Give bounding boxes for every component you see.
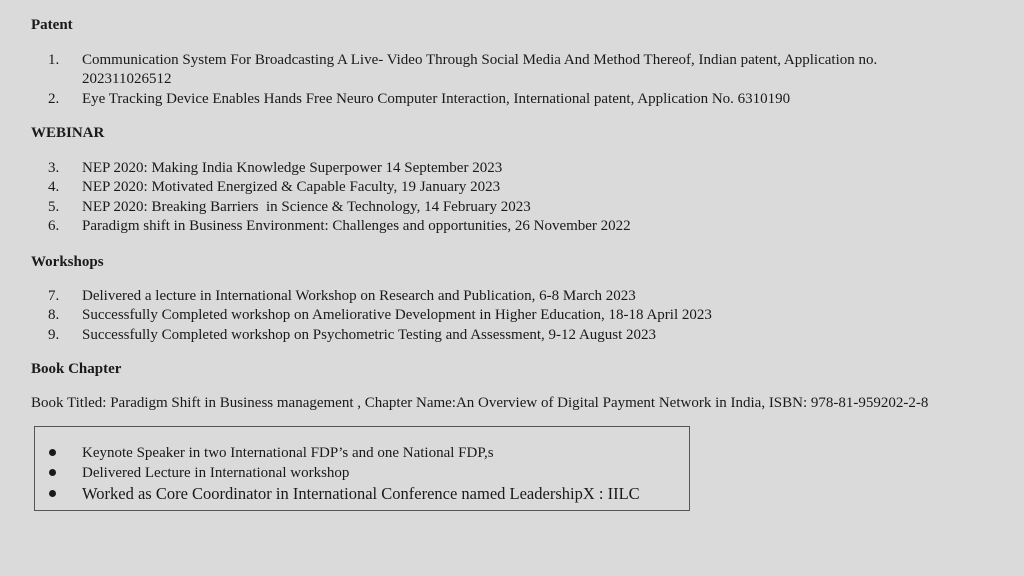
item-number: 1.: [48, 52, 60, 68]
item-number: 4.: [48, 179, 60, 196]
item-text: Successfully Completed workshop on Ameliorative Development in Higher Education, 18-18 April 2023: [82, 307, 712, 324]
list-item: [0, 306, 922, 325]
item-text: NEP 2020: Making India Knowledge Superpower 14 September 2023: [82, 160, 503, 176]
item-text: Paradigm shift in Business Environment: Challenges and opportunities, 26 November 2022: [82, 217, 631, 234]
item-text: Delivered Lecture in International workshop: [82, 465, 350, 481]
bullet-icon: [49, 469, 56, 476]
list-item: [0, 287, 922, 306]
highlights-box: [34, 426, 690, 511]
workshops-list: [0, 287, 922, 345]
list-item: [0, 326, 922, 345]
item-text: NEP 2020: Breaking Barriers in Science & Technology, 14 February 2023: [82, 198, 531, 215]
item-text: Successfully Completed workshop on Psychometric Testing and Assessment, 9-12 August 2023: [82, 326, 657, 343]
item-number: 6.: [48, 217, 60, 234]
list-item: [0, 198, 922, 217]
item-number: 7.: [48, 288, 60, 304]
patent-list: [0, 51, 922, 109]
book-chapter-text: Book Titled: Paradigm Shift in Business management , Chapter Name:An Overview of Digital Payment Network in India, ISBN: 978-81-959202-2-8: [31, 395, 929, 411]
list-item: [35, 463, 640, 483]
item-number: 8.: [48, 307, 60, 324]
item-text: Delivered a lecture in International Workshop on Research and Publication, 6-8 March 2023: [82, 288, 636, 304]
item-text: Keynote Speaker in two International FDP’s and one National FDP,s: [82, 445, 494, 461]
workshops-heading: Workshops: [31, 254, 104, 270]
webinar-list: [0, 159, 922, 236]
item-number: 5.: [48, 198, 60, 215]
list-item: [0, 159, 922, 178]
item-number: 2.: [48, 90, 60, 107]
item-number: 9.: [48, 326, 60, 343]
patent-heading: Patent: [31, 17, 73, 33]
book-chapter-heading: Book Chapter: [31, 361, 122, 377]
item-text: Eye Tracking Device Enables Hands Free Neuro Computer Interaction, International patent, Application No. 6310190: [82, 90, 791, 107]
item-text: Communication System For Broadcasting A Live- Video Through Social Media And Method Thereof, Indian patent, Application no. 202311026512: [82, 52, 878, 88]
list-item: [0, 51, 922, 90]
bullet-icon: [49, 490, 56, 497]
bullet-icon: [49, 449, 56, 456]
list-item: [35, 443, 640, 463]
item-text: Worked as Core Coordinator in International Conference named LeadershipX : IILC: [82, 484, 640, 503]
list-item: [35, 483, 640, 504]
item-number: 3.: [48, 160, 60, 176]
item-text: NEP 2020: Motivated Energized & Capable Faculty, 19 January 2023: [82, 179, 501, 196]
highlights-list: [35, 443, 640, 504]
webinar-heading: WEBINAR: [31, 125, 105, 141]
list-item: [0, 217, 922, 236]
list-item: [0, 90, 922, 109]
list-item: [0, 178, 922, 197]
